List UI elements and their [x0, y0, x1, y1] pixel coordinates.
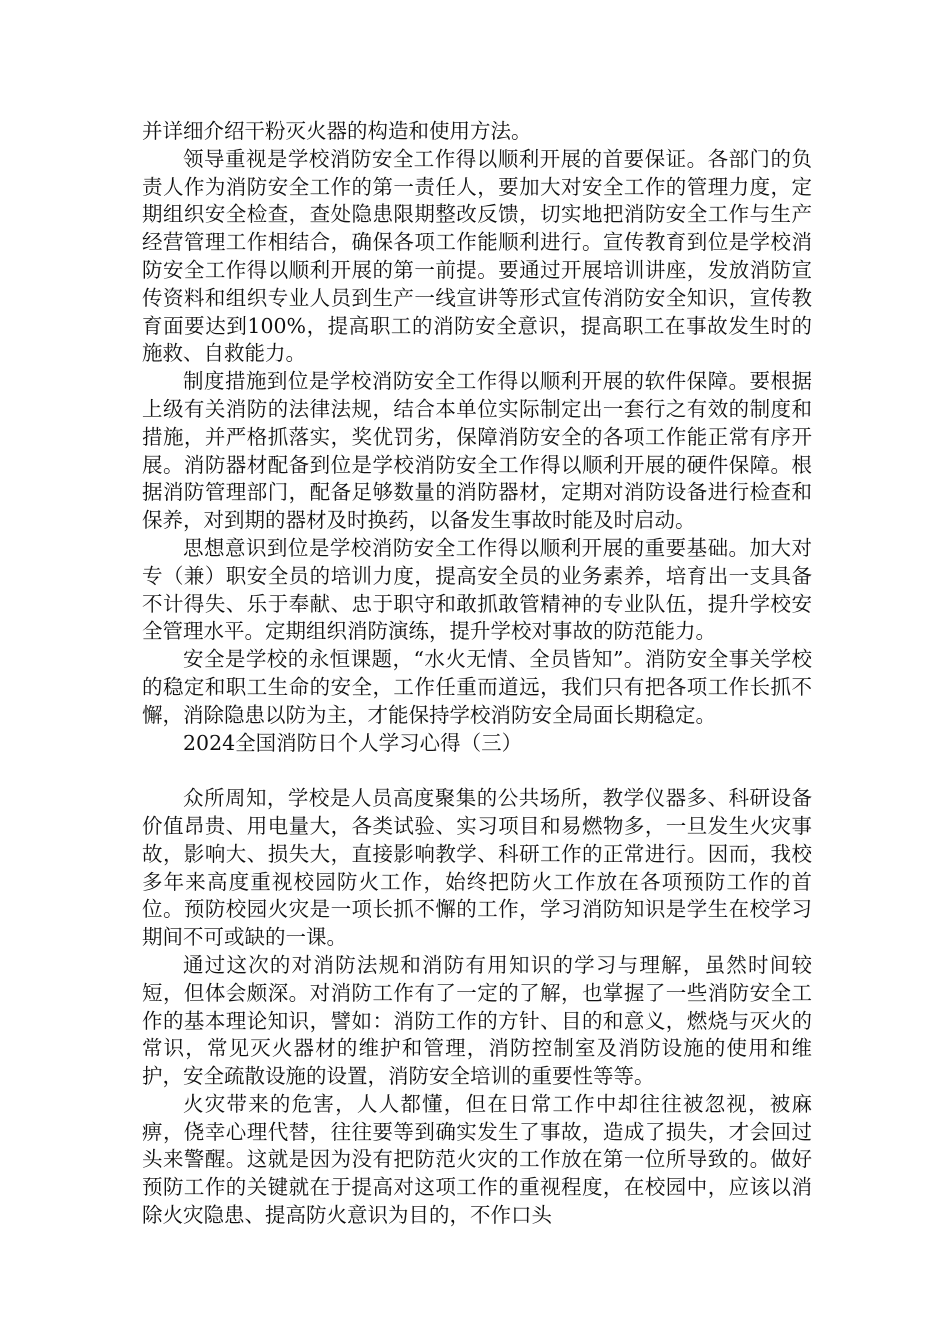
document-page — [142, 118, 812, 1230]
paragraph-measures: 制度措施到位是学校消防安全工作得以顺利开展的软件保障。要根据上级有关消防的法律法规，结合本单位实际制定出一套行之有效的制度和措施，并严格抓落实，奖优罚劣，保障消防安全的各项工作能正常有序开展。消防器材配备到位是学校消防安全工作得以顺利开展的硬件保障。根据消防管理部门，配备足够数量的消防器材，定期对消防设备进行检查和保养，对到期的器材及时换药，以备发生事故时能及时启动。 — [142, 369, 812, 533]
paragraph-conclusion: 安全是学校的永恒课题，“水火无情、全员皆知”。消防安全事关学校的稳定和职工生命的安全，工作任重而道远，我们只有把各项工作长抓不懈，消除隐患以防为主，才能保持学校消防安全局面长期稳定。 — [142, 647, 812, 727]
paragraph-leadership: 领导重视是学校消防安全工作得以顺利开展的首要保证。各部门的负责人作为消防安全工作的第一责任人，要加大对安全工作的管理力度，定期组织安全检查，查处隐患限期整改反馈，切实地把消防安全工作与生产经营管理工作相结合，确保各项工作能顺利进行。宣传教育到位是学校消防安全工作得以顺利开展的第一前提。要通过开展培训讲座，发放消防宣传资料和组织专业人员到生产一线宣讲等形式宣传消防安全知识，宣传教育面要达到100%，提高职工的消防安全意识，提高职工在事故发生时的施救、自救能力。 — [142, 146, 812, 366]
paragraph-continuation: 并详细介绍干粉灭火器的构造和使用方法。 — [142, 119, 532, 143]
paragraph-learning: 通过这次的对消防法规和消防有用知识的学习与理解，虽然时间较短，但体会颇深。对消防工作有了一定的了解，也掌握了一些消防安全工作的基本理论知识，譬如：消防工作的方针、目的和意义，燃烧与灭火的常识，常见灭火器材的维护和管理，消防控制室及消防设施的使用和维护，安全疏散设施的设置，消防安全培训的重要性等等。 — [142, 952, 812, 1089]
paragraph-awareness: 思想意识到位是学校消防安全工作得以顺利开展的重要基础。加大对专（兼）职安全员的培训力度，提高安全员的业务素养，培育出一支具备不计得失、乐于奉献、忠于职守和敢抓敢管精神的专业队伍，提升学校安全管理水平。定期组织消防演练，提升学校对事故的防范能力。 — [142, 535, 812, 644]
blank-line — [142, 757, 812, 785]
paragraph-intro: 众所周知，学校是人员高度聚集的公共场所，教学仪器多、科研设备价值昂贵、用电量大，各类试验、实习项目和易燃物多，一旦发生火灾事故，影响大、损失大，直接影响教学、科研工作的正常进行。因而，我校多年来高度重视校园防火工作，始终把防火工作放在各项预防工作的首位。预防校园火灾是一项长抓不懈的工作，学习消防知识是学生在校学习期间不可或缺的一课。 — [142, 786, 812, 950]
paragraph-hazards: 火灾带来的危害，人人都懂，但在日常工作中却往往被忽视，被麻痹，侥幸心理代替，往往要等到确实发生了事故，造成了损失，才会回过头来警醒。这就是因为没有把防范火灾的工作放在第一位所导致的。做好预防工作的关键就在于提高对这项工作的重视程度，在校园中，应该以消除火灾隐患、提高防火意识为目的，不作口头 — [142, 1091, 812, 1228]
section-title: 2024全国消防日个人学习心得（三） — [183, 730, 523, 755]
